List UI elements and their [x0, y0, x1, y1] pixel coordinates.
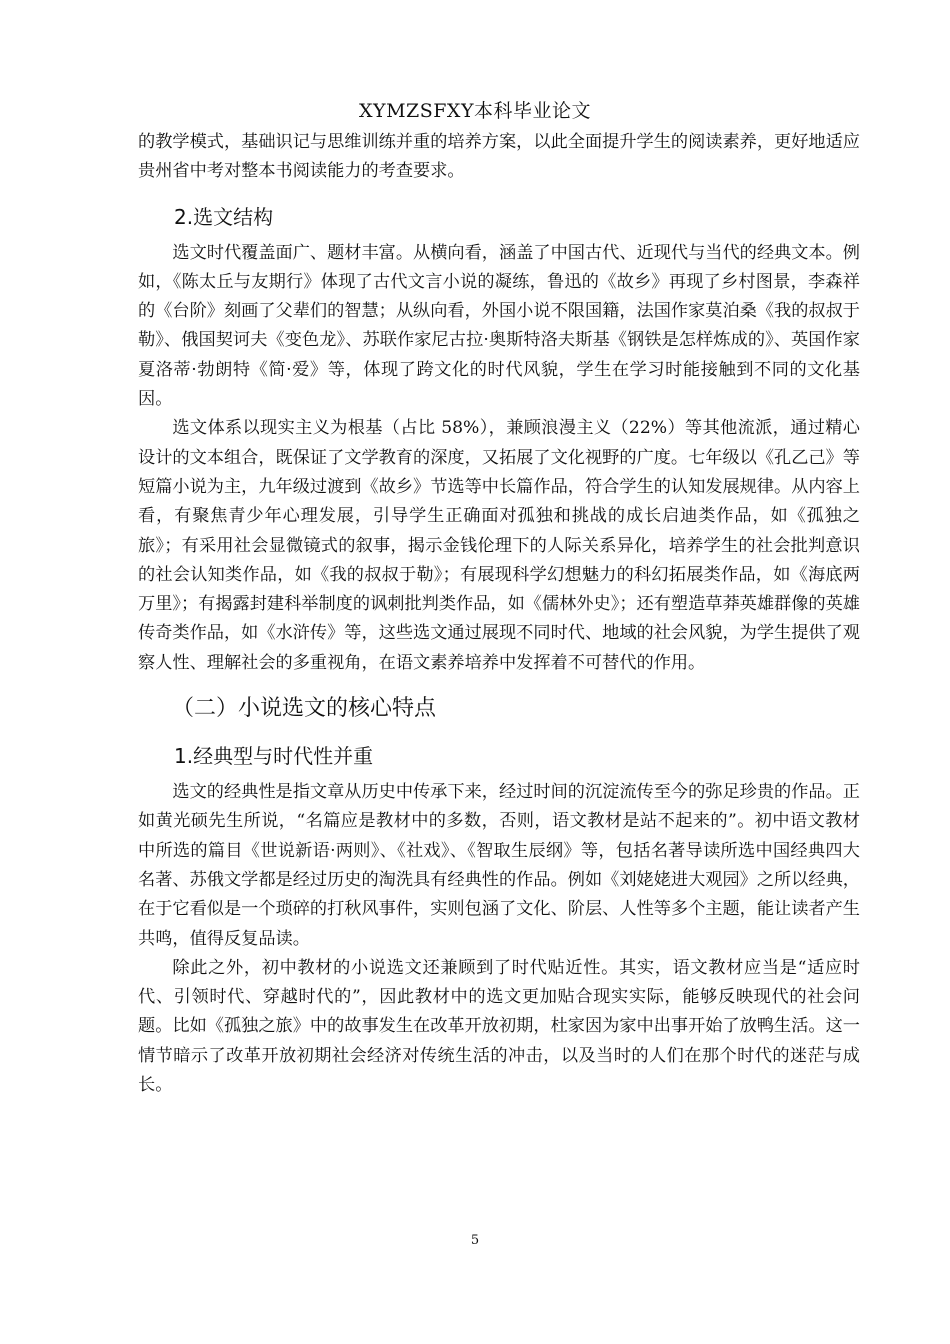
paragraph-selection-scope: 选文时代覆盖面广、题材丰富。从横向看，涵盖了中国古代、近现代与当代的经典文本。例如，《陈太丘与友期行》体现了古代文言小说的凝练，鲁迅的《故乡》再现了乡村图景，李森祥的《台阶》刻画了父辈们的智慧；从纵向看，外国小说不限国籍，法国作家莫泊桑《我的叔叔于勒》、俄国契诃夫《变色龙》、苏联作家尼古拉·奥斯特洛夫斯基《钢铁是怎样炼成的》、英国作家夏洛蒂·勃朗特《简·爱》等，体现了跨文化的时代风貌，学生在学习时能接触到不同的文化基因。 [138, 242, 860, 410]
paragraph-contemporary-nature: 除此之外，初中教材的小说选文还兼顾到了时代贴近性。其实，语文教材应当是“适应时代、引领时代、穿越时代的”，因此教材中的选文更加贴合现实实际，能够反映现代的社会问题。比如《孤独之旅》中的故事发生在改革开放初期，杜家因为家中出事开始了放鸭生活。这一情节暗示了改革开放初期社会经济对传统生活的冲击，以及当时的人们在那个时代的迷茫与成长。 [138, 957, 860, 1096]
body-content [138, 128, 860, 1100]
running-header: XYMZSFXY本科毕业论文 [359, 100, 591, 122]
paragraph-continuation: 的教学模式，基础识记与思维训练并重的培养方案，以此全面提升学生的阅读素养，更好地适应贵州省中考对整本书阅读能力的考查要求。 [138, 132, 860, 182]
page-number: 5 [470, 1233, 480, 1248]
section-heading-selection-structure: 2.选文结构 [174, 204, 274, 229]
section-heading-classic-and-contemporary: 1.经典型与时代性并重 [174, 744, 374, 769]
paragraph-classic-nature: 选文的经典性是指文章从历史中传承下来，经过时间的沉淀流传至今的弥足珍贵的作品。正如黄光硕先生所说，“名篇应是教材中的多数，否则，语文教材是站不起来的”。初中语文教材中所选的篇目《世说新语·两则》、《社戏》、《智取生辰纲》等，包括名著导读所选中国经典四大名著、苏俄文学都是经过历史的淘洗具有经典性的作品。例如《刘姥姥进大观园》之所以经典，在于它看似是一个琐碎的打秋风事件，实则包涵了文化、阶层、人性等多个主题，能让读者产生共鸣，值得反复品读。 [138, 782, 860, 949]
section-heading-core-features: （二）小说选文的核心特点 [172, 696, 437, 722]
paragraph-selection-system: 选文体系以现实主义为根基（占比 58%），兼顾浪漫主义（22%）等其他流派，通过精心设计的文本组合，既保证了文学教育的深度，又拓展了文化视野的广度。七年级以《孔乙己》等短篇小说为主，九年级过渡到《故乡》节选等中长篇作品，符合学生的认知发展规律。从内容上看，有聚焦青少年心理发展，引导学生正确面对孤独和挑战的成长启迪类作品，如《孤独之旅》；有采用社会显微镜式的叙事，揭示金钱伦理下的人际关系异化，培养学生的社会批判意识的社会认知类作品，如《我的叔叔于勒》；有展现科学幻想魅力的科幻拓展类作品，如《海底两万里》；有揭露封建科举制度的讽刺批判类作品，如《儒林外史》；还有塑造草莽英雄群像的英雄传奇类作品，如《水浒传》等，这些选文通过展现不同时代、地域的社会风貌，为学生提供了观察人性、理解社会的多重视角，在语文素养培养中发挥着不可替代的作用。 [138, 418, 860, 673]
